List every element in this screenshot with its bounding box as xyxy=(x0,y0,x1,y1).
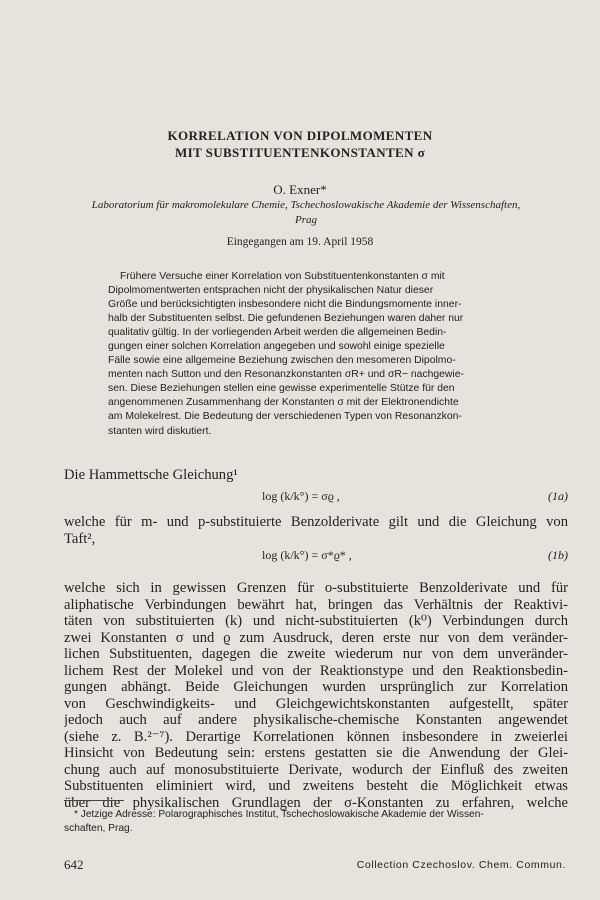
body-line: (siehe z. B.²⁻⁷). Derartige Korrelationen können insbesondere in zweierlei xyxy=(64,728,568,745)
abstract-line: menten nach Sutton und den Resonanzkonstanten σR+ und σR− nachgewie- xyxy=(108,369,464,381)
intro-line-3: Taft², xyxy=(64,531,96,547)
abstract xyxy=(108,270,565,439)
body-line: chung auch auf monosubstituierte Derivate, wodurch der Einfluß des zweiten xyxy=(64,761,568,778)
body-line: lichem Rest der Molekel und von der Reaktionstype und den Reaktionsbedin- xyxy=(64,662,568,679)
equation-1b: log (k/k°) = σ*ϱ* , xyxy=(262,548,352,562)
abstract-line: Größe und berücksichtigten insbesondere nicht die Bindungsmomente inner- xyxy=(108,299,462,311)
footnote-line: schaften, Prag. xyxy=(64,823,133,834)
affiliation xyxy=(46,198,566,228)
abstract-line: Frühere Versuche einer Korrelation von Substituentenkonstanten σ mit xyxy=(120,271,445,282)
abstract-line: qualitativ gültig. In der vorliegenden Arbeit werden die allgemeinen Bedin- xyxy=(108,327,447,339)
page-number: 642 xyxy=(64,857,84,872)
affiliation-line-1: Laboratorium für makromolekulare Chemie, Tschechoslowakische Akademie der Wissenschaften, xyxy=(91,199,521,211)
body-line: aliphatische Verbindungen bewährt hat, bringen das Verhältnis der Reaktivi- xyxy=(64,596,568,613)
equation-1b-number: (1b) xyxy=(548,548,568,562)
body-line: zwei Konstanten σ und ϱ zum Ausdruck, deren erste nur von dem veränder- xyxy=(64,629,568,646)
intro-line-2: welche für m- und p-substituierte Benzolderivate gilt und die Gleichung von xyxy=(64,514,568,530)
abstract-line: Fälle sowie eine allgemeine Beziehung zwischen den mesomeren Dipolmo- xyxy=(108,355,456,367)
abstract-line: halb der Substituenten selbst. Die gefundenen Beziehungen waren daher nur xyxy=(108,313,464,325)
body-line: gungen abhängt. Beide Gleichungen wurden ursprünglich zur Korrelation xyxy=(64,679,568,695)
body-line: Hinsicht von Bedeutung sein: erstens gestatten sie die Anwendung der Glei- xyxy=(64,745,568,761)
body-line: Substituenten eliminiert wird, und zweitens besteht die Möglichkeit etwas xyxy=(64,778,568,794)
body-text xyxy=(64,580,568,811)
abstract-line: Dipolmomentwerten entsprachen nicht der physikalischen Natur dieser xyxy=(108,285,434,297)
affiliation-line-2: Prag xyxy=(295,214,317,226)
journal-name: Collection Czechoslov. Chem. Commun. xyxy=(356,859,566,871)
body-line: von Geschwindigkeits- und Gleichgewichtskonstanten aufgestellt, später xyxy=(64,695,568,712)
received-date: Eingegangen am 19. April 1958 xyxy=(226,236,374,248)
footnote-divider xyxy=(64,800,124,801)
body-line: jedoch auch auf andere physikalische-chemische Konstanten angewendet xyxy=(64,712,568,728)
equation-1a-number: (1a) xyxy=(548,489,568,503)
abstract-line: stanten wird diskutiert. xyxy=(108,425,212,437)
body-line: täten von substituierten (k) und nicht-substituierten (k⁰) Verbindungen durch xyxy=(64,613,568,629)
footnote xyxy=(64,808,568,836)
abstract-line: angenommenen Zusammenhang der Konstanten σ mit der Elektronendichte xyxy=(108,397,459,409)
abstract-line: gungen einer solchen Korrelation angegeben und sowohl einige spezielle xyxy=(108,341,445,353)
title-line-1: KORRELATION VON DIPOLMOMENTEN xyxy=(167,128,433,143)
author: O. Exner* xyxy=(273,182,327,197)
abstract-line: am Molekelrest. Die Bedeutung der verschiedenen Typen von Resonanzkon- xyxy=(108,411,462,423)
body-line: über die physikalischen Grundlagen der σ-Konstanten zu erfahren, welche xyxy=(64,794,568,811)
footnote-line: * Jetzige Adresse: Polarographisches Institut, Tschechoslowakische Akademie der Wissen- xyxy=(74,809,484,820)
equation-1a: log (k/k°) = σϱ , xyxy=(262,489,340,503)
intro-line-1: Die Hammettsche Gleichung¹ xyxy=(64,467,238,483)
title-line-2: MIT SUBSTITUENTENKONSTANTEN σ xyxy=(174,145,426,160)
body-line: lichen Substituenten, dagegen die zweite wiederum nur von dem unveränder- xyxy=(64,646,568,662)
body-line: welche sich in gewissen Grenzen für o-substituierte Benzolderivate und für xyxy=(64,580,568,596)
abstract-line: sen. Diese Beziehungen stellen eine gewisse experimentelle Stütze für den xyxy=(108,383,455,395)
